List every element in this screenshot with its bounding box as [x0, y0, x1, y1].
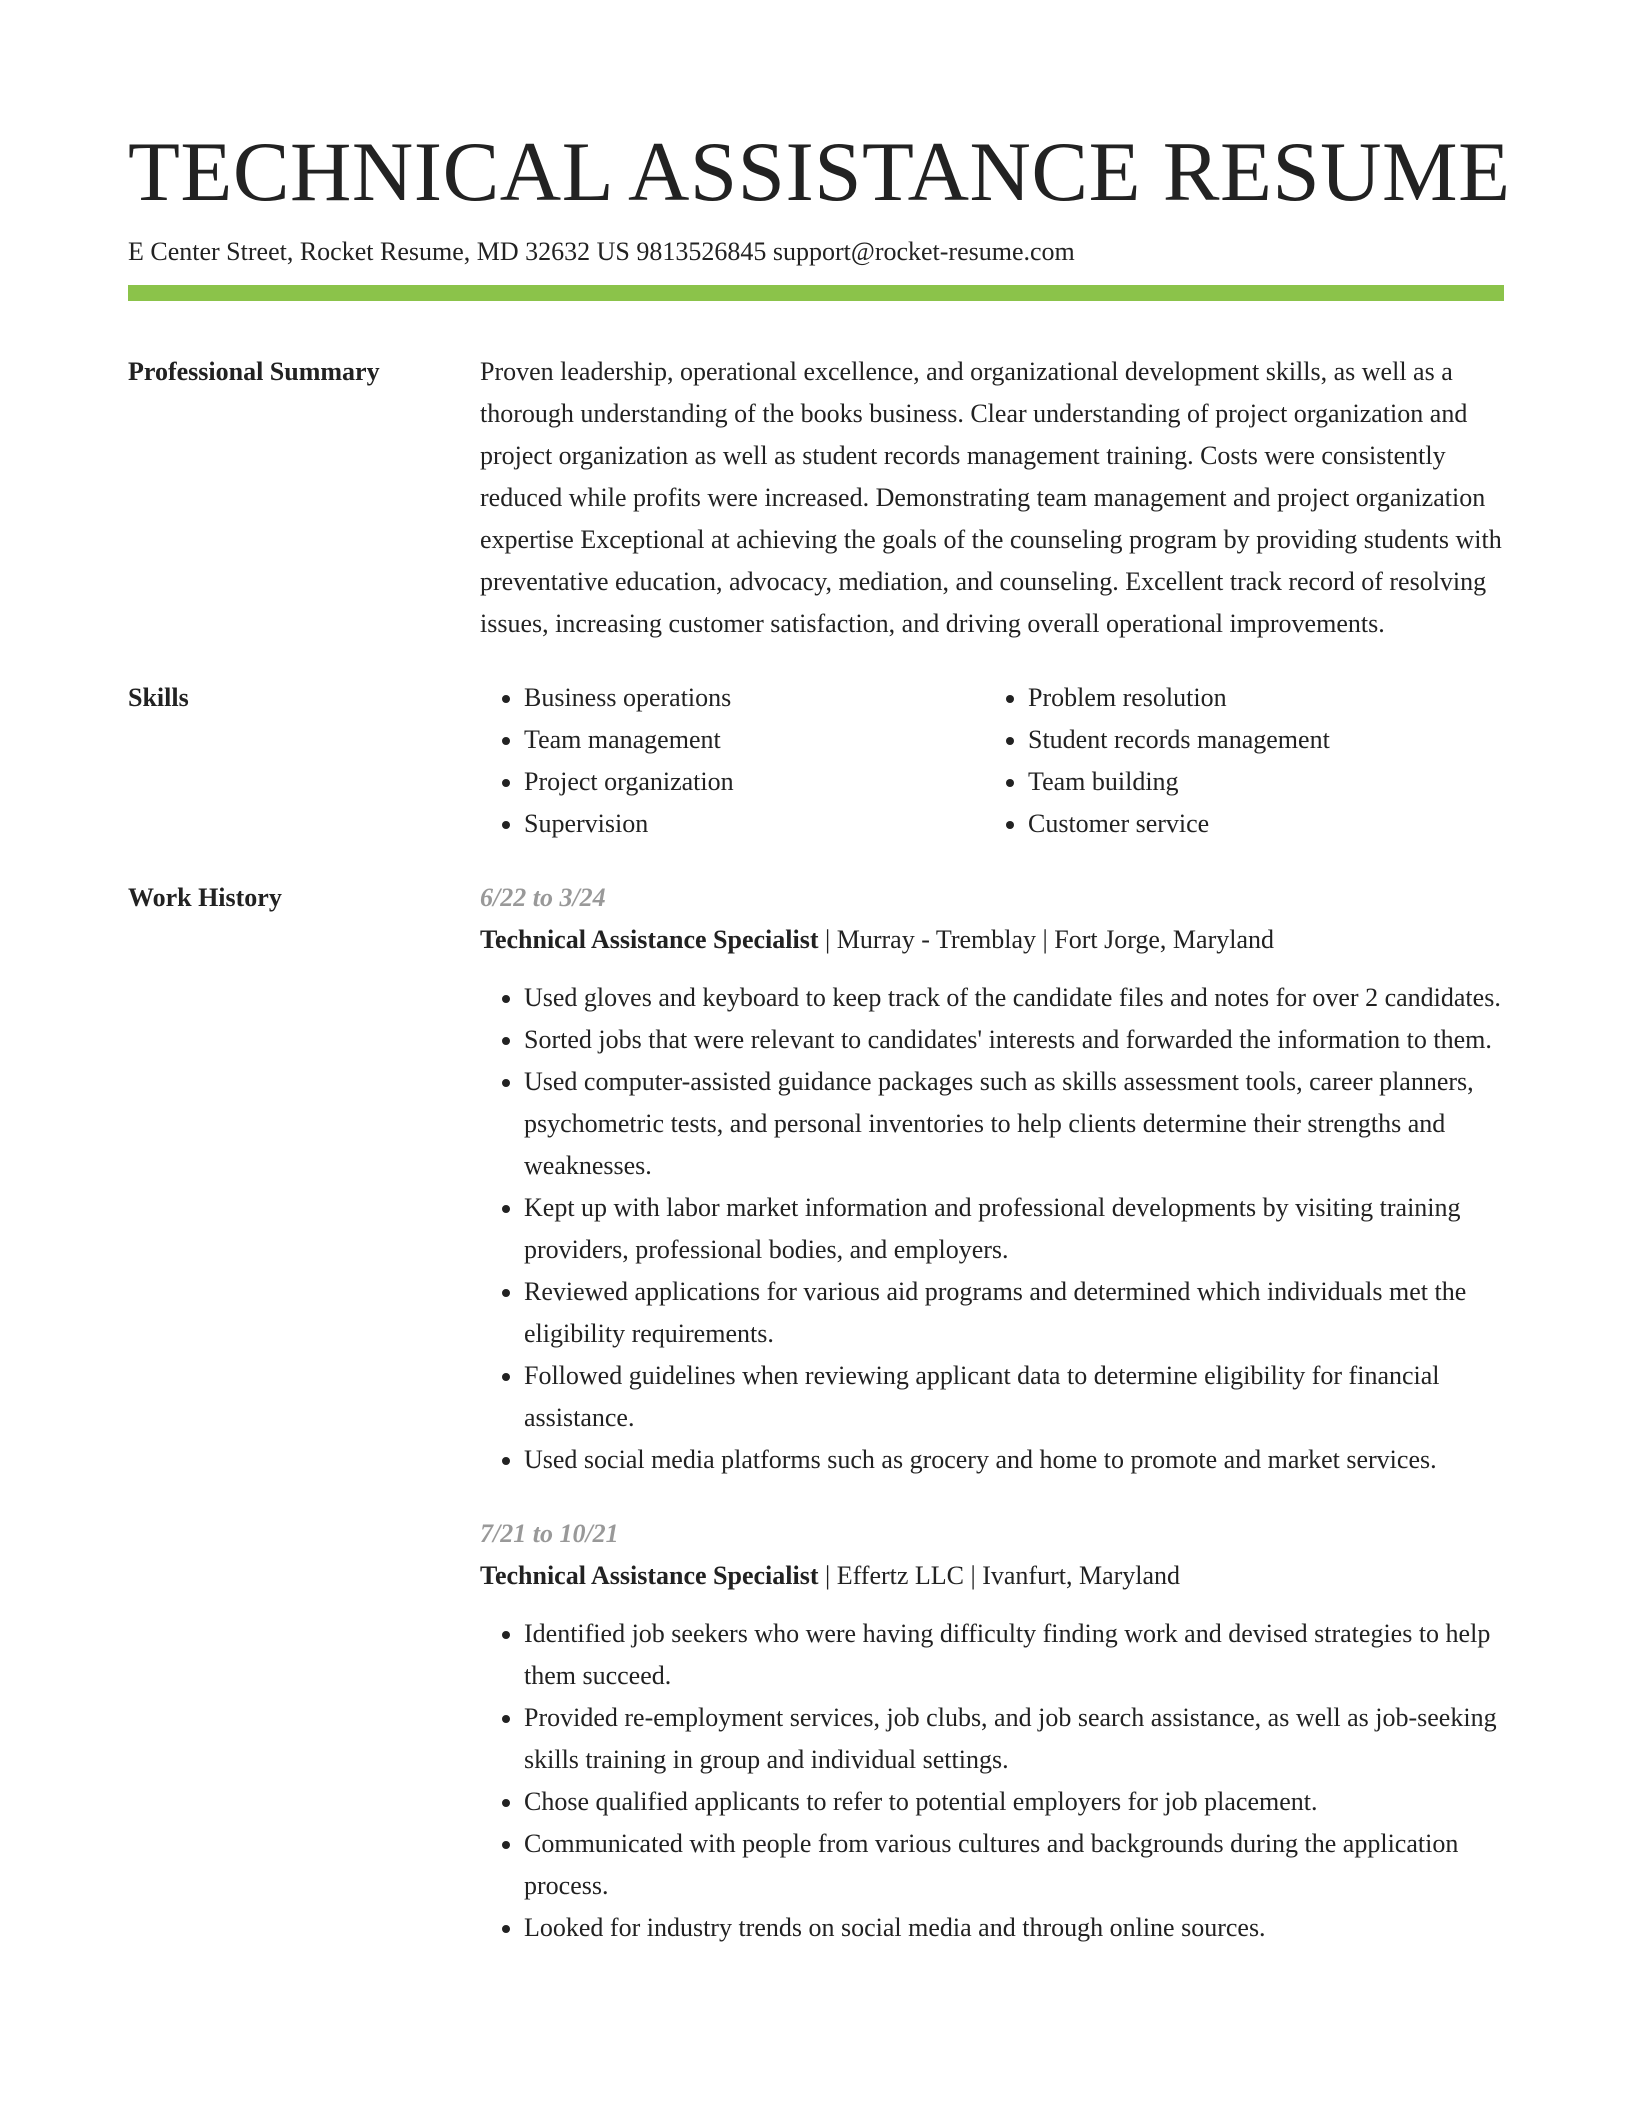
work-history-body	[480, 877, 1504, 1949]
job-title: Technical Assistance Specialist	[480, 925, 819, 954]
skill-item: • Supervision	[524, 803, 984, 845]
section-heading-skills: Skills	[128, 683, 189, 712]
responsibility-item: • Looked for industry trends on social media and through online sources.	[524, 1907, 1504, 1949]
job-responsibilities	[480, 977, 1504, 1481]
responsibility-item: • Followed guidelines when reviewing applicant data to determine eligibility for financial assistance.	[524, 1355, 1504, 1439]
skill-item: • Team management	[524, 719, 984, 761]
responsibility-item: • Chose qualified applicants to refer to potential employers for job placement.	[524, 1781, 1504, 1823]
responsibility-item: • Kept up with labor market information and professional developments by visiting training providers, professional bodies, and employers.	[524, 1187, 1504, 1271]
skills-list-right	[984, 677, 1488, 845]
resume-page	[128, 0, 1511, 1949]
job-entry	[480, 877, 1504, 1481]
accent-divider	[128, 285, 1504, 301]
responsibility-item: • Reviewed applications for various aid programs and determined which individuals met the eligibility requirements.	[524, 1271, 1504, 1355]
responsibility-item: • Sorted jobs that were relevant to candidates' interests and forwarded the information to them.	[524, 1019, 1504, 1061]
summary-text: Proven leadership, operational excellence, and organizational development skills, as well as a thorough understanding of the books business. Clear understanding of project organization and project organization as well as student records management training. Costs were consistently reduced while profits were increased. Demonstrating team management and project organization expertise Exceptional at achieving the goals of the counseling program by providing students with preventative education, advocacy, mediation, and counseling. Excellent track record of resolving issues, increasing customer satisfaction, and driving overall operational improvements.	[480, 357, 1502, 638]
skill-item: • Team building	[1028, 761, 1488, 803]
skill-item: • Problem resolution	[1028, 677, 1488, 719]
responsibility-item: • Used computer-assisted guidance packages such as skills assessment tools, career planners, psychometric tests, and personal inventories to help clients determine their strengths and weaknesses.	[524, 1061, 1504, 1187]
skills-body	[480, 677, 1504, 845]
job-employer-location: | Effertz LLC | Ivanfurt, Maryland	[818, 1561, 1181, 1590]
responsibility-item: • Used gloves and keyboard to keep track of the candidate files and notes for over 2 candidates.	[524, 977, 1504, 1019]
job-header	[480, 919, 1504, 961]
section-heading-work-history: Work History	[128, 883, 282, 912]
job-title: Technical Assistance Specialist	[480, 1561, 819, 1590]
job-responsibilities	[480, 1613, 1504, 1949]
resume-title: TECHNICAL ASSISTANCE RESUME	[128, 125, 1511, 219]
section-heading-summary: Professional Summary	[128, 357, 380, 386]
contact-line: E Center Street, Rocket Resume, MD 32632 US 9813526845 support@rocket-resume.com	[128, 237, 1075, 266]
job-dates: 7/21 to 10/21	[480, 1519, 619, 1548]
responsibility-item: • Communicated with people from various cultures and backgrounds during the application process.	[524, 1823, 1504, 1907]
skill-item: • Business operations	[524, 677, 984, 719]
skill-item: • Student records management	[1028, 719, 1488, 761]
skills-section	[128, 677, 1504, 845]
work-history-section	[128, 877, 1504, 1949]
summary-body	[480, 351, 1504, 645]
responsibility-item: • Used social media platforms such as grocery and home to promote and market services.	[524, 1439, 1504, 1481]
skill-item: • Project organization	[524, 761, 984, 803]
responsibility-item: • Identified job seekers who were having difficulty finding work and devised strategies to help them succeed.	[524, 1613, 1504, 1697]
skills-list-left	[480, 677, 984, 845]
professional-summary-section	[128, 351, 1504, 645]
job-dates: 6/22 to 3/24	[480, 883, 606, 912]
job-employer-location: | Murray - Tremblay | Fort Jorge, Maryland	[818, 925, 1275, 954]
skill-item: • Customer service	[1028, 803, 1488, 845]
job-header	[480, 1555, 1504, 1597]
responsibility-item: • Provided re-employment services, job clubs, and job search assistance, as well as job-seeking skills training in group and individual settings.	[524, 1697, 1504, 1781]
job-entry	[480, 1513, 1504, 1949]
